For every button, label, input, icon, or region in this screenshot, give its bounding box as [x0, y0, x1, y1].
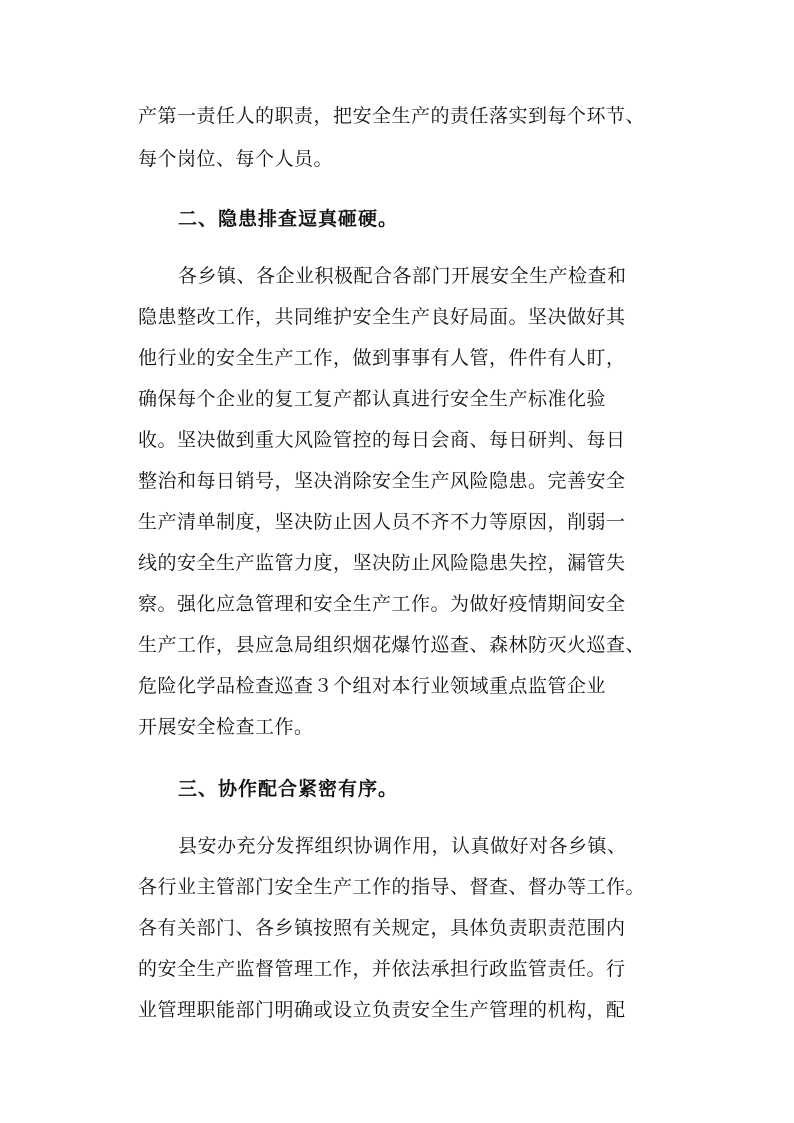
paragraph-line: 整治和每日销号，坚决消除安全生产风险隐患。完善安全 [138, 470, 626, 492]
paragraph-line: 危险化学品检查巡查３个组对本行业领域重点监管企业 [138, 675, 607, 697]
section-heading: 二、隐患排查逗真砸硬。 [178, 208, 399, 230]
paragraph-line: 产第一责任人的职责，把安全生产的责任落实到每个环节、 [138, 105, 646, 127]
paragraph-line: 生产工作，县应急局组织烟花爆竹巡查、森林防灭火巡查、 [138, 634, 646, 656]
paragraph-line: 各乡镇、各企业积极配合各部门开展安全生产检查和 [178, 265, 627, 287]
paragraph-line: 隐患整改工作，共同维护安全生产良好局面。坚决做好其 [138, 306, 626, 328]
paragraph-line: 线的安全生产监管力度，坚决防止风险隐患失控，漏管失 [138, 552, 626, 574]
paragraph-line: 开展安全检查工作。 [138, 716, 314, 738]
paragraph-line: 各行业主管部门安全生产工作的指导、督查、督办等工作。 [138, 876, 646, 898]
paragraph-line: 各有关部门、各乡镇按照有关规定，具体负责职责范围内 [138, 917, 626, 939]
paragraph-line: 确保每个企业的复工复产都认真进行安全生产标准化验 [138, 388, 607, 410]
paragraph-line: 的安全生产监督管理工作，并依法承担行政监管责任。行 [138, 958, 626, 980]
paragraph-line: 察。强化应急管理和安全生产工作。为做好疫情期间安全 [138, 593, 626, 615]
paragraph-line: 他行业的安全生产工作，做到事事有人管，件件有人盯， [138, 347, 626, 369]
paragraph-line: 收。坚决做到重大风险管控的每日会商、每日研判、每日 [138, 429, 626, 451]
paragraph-line: 生产清单制度，坚决防止因人员不齐不力等原因，削弱一 [138, 511, 626, 533]
paragraph-line: 业管理职能部门明确或设立负责安全生产管理的机构，配 [138, 999, 626, 1021]
section-heading: 三、协作配合紧密有序。 [178, 778, 399, 800]
paragraph-line: 每个岗位、每个人员。 [138, 148, 334, 170]
paragraph-line: 县安办充分发挥组织协调作用，认真做好对各乡镇、 [178, 835, 627, 857]
